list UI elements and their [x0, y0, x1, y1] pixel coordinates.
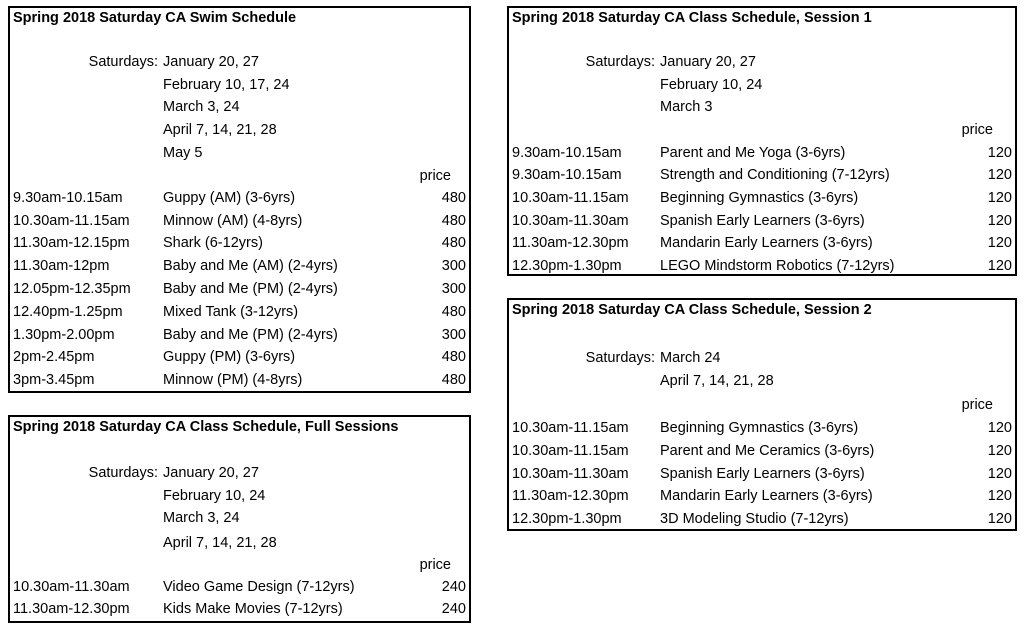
table-row — [10, 258, 469, 280]
swim-saturdays-label: Saturdays: — [88, 54, 158, 70]
row-class: Minnow (PM) (4-8yrs) — [163, 372, 303, 388]
row-price: 120 — [987, 145, 1012, 161]
full-date-line: January 20, 27 — [163, 465, 259, 481]
table-row — [10, 213, 469, 235]
table-row — [10, 235, 469, 257]
row-price: 240 — [441, 579, 466, 595]
row-price: 120 — [987, 235, 1012, 251]
table-row — [10, 281, 469, 303]
table-row — [509, 466, 1015, 488]
row-price: 480 — [441, 190, 466, 206]
row-price: 120 — [987, 466, 1012, 482]
row-class: Guppy (PM) (3-6yrs) — [163, 349, 296, 365]
session1-title: Spring 2018 Saturday CA Class Schedule, Session 1 — [512, 10, 872, 26]
row-time: 10.30am-11.15am — [512, 443, 629, 459]
row-time: 9.30am-10.15am — [13, 190, 123, 206]
row-class: Beginning Gymnastics (3-6yrs) — [660, 420, 859, 436]
row-class: Baby and Me (PM) (2-4yrs) — [163, 281, 338, 297]
row-time: 2pm-2.45pm — [13, 349, 95, 365]
row-time: 11.30am-12.30pm — [512, 235, 629, 251]
row-price: 120 — [987, 488, 1012, 504]
table-row — [509, 443, 1015, 465]
row-price: 480 — [441, 349, 466, 365]
row-price: 480 — [441, 235, 466, 251]
row-class: Baby and Me (PM) (2-4yrs) — [163, 327, 338, 343]
full-date-line: February 10, 24 — [163, 488, 266, 504]
full-date-line: March 3, 24 — [163, 510, 240, 526]
row-class: Video Game Design (7-12yrs) — [163, 579, 355, 595]
swim-date-line: January 20, 27 — [163, 54, 259, 70]
row-class: Shark (6-12yrs) — [163, 235, 263, 251]
row-price: 300 — [441, 281, 466, 297]
row-price: 120 — [987, 190, 1012, 206]
row-price: 120 — [987, 443, 1012, 459]
swim-price-header: price — [419, 168, 451, 184]
row-time: 10.30am-11.30am — [512, 213, 629, 229]
session2-price-header: price — [961, 397, 993, 413]
full-sessions-box — [8, 415, 471, 623]
row-time: 9.30am-10.15am — [512, 167, 622, 183]
row-class: Mixed Tank (3-12yrs) — [163, 304, 299, 320]
row-class: Baby and Me (AM) (2-4yrs) — [163, 258, 338, 274]
table-row — [10, 327, 469, 349]
row-time: 3pm-3.45pm — [13, 372, 95, 388]
row-class: 3D Modeling Studio (7-12yrs) — [660, 511, 849, 527]
row-price: 480 — [441, 304, 466, 320]
session2-box — [507, 298, 1017, 531]
session1-date-line: February 10, 24 — [660, 77, 763, 93]
table-row — [509, 420, 1015, 442]
row-price: 120 — [987, 213, 1012, 229]
table-row — [509, 488, 1015, 510]
row-time: 10.30am-11.15am — [13, 213, 130, 229]
row-price: 480 — [441, 213, 466, 229]
row-time: 1.30pm-2.00pm — [13, 327, 115, 343]
swim-date-line: March 3, 24 — [163, 99, 240, 115]
swim-date-line: May 5 — [163, 145, 203, 161]
session1-date-line: March 3 — [660, 99, 713, 115]
swim-date-line: April 7, 14, 21, 28 — [163, 122, 277, 138]
row-class: Parent and Me Yoga (3-6yrs) — [660, 145, 846, 161]
row-price: 120 — [987, 511, 1012, 527]
row-class: Minnow (AM) (4-8yrs) — [163, 213, 303, 229]
swim-date-line: February 10, 17, 24 — [163, 77, 290, 93]
full-sessions-title: Spring 2018 Saturday CA Class Schedule, Full Sessions — [13, 419, 399, 435]
table-row — [10, 304, 469, 326]
row-time: 12.40pm-1.25pm — [13, 304, 123, 320]
row-price: 120 — [987, 258, 1012, 274]
row-price: 480 — [441, 372, 466, 388]
full-saturdays-label: Saturdays: — [88, 465, 158, 481]
table-row — [509, 145, 1015, 167]
session2-date-line: March 24 — [660, 350, 721, 366]
table-row — [509, 511, 1015, 533]
row-price: 300 — [441, 258, 466, 274]
table-row — [10, 372, 469, 394]
table-row — [10, 601, 469, 623]
row-class: LEGO Mindstorm Robotics (7-12yrs) — [660, 258, 895, 274]
table-row — [10, 190, 469, 212]
row-price: 120 — [987, 167, 1012, 183]
table-row — [10, 579, 469, 601]
row-price: 240 — [441, 601, 466, 617]
session1-box — [507, 6, 1017, 276]
row-time: 11.30am-12.30pm — [13, 601, 130, 617]
session2-saturdays-label: Saturdays: — [585, 350, 655, 366]
table-row — [10, 349, 469, 371]
full-price-header: price — [419, 557, 451, 573]
session1-price-header: price — [961, 122, 993, 138]
row-class: Guppy (AM) (3-6yrs) — [163, 190, 296, 206]
row-class: Beginning Gymnastics (3-6yrs) — [660, 190, 859, 206]
table-row — [509, 190, 1015, 212]
row-class: Spanish Early Learners (3-6yrs) — [660, 213, 865, 229]
row-time: 10.30am-11.15am — [512, 190, 629, 206]
row-time: 10.30am-11.30am — [512, 466, 629, 482]
row-class: Mandarin Early Learners (3-6yrs) — [660, 235, 873, 251]
session1-date-line: January 20, 27 — [660, 54, 756, 70]
session2-title: Spring 2018 Saturday CA Class Schedule, Session 2 — [512, 302, 872, 318]
row-time: 12.05pm-12.35pm — [13, 281, 131, 297]
table-row — [509, 235, 1015, 257]
row-time: 10.30am-11.15am — [512, 420, 629, 436]
swim-schedule-box — [8, 6, 471, 393]
row-class: Strength and Conditioning (7-12yrs) — [660, 167, 890, 183]
full-date-line: April 7, 14, 21, 28 — [163, 535, 277, 551]
table-row — [509, 167, 1015, 189]
table-row — [509, 258, 1015, 280]
row-time: 10.30am-11.30am — [13, 579, 130, 595]
row-class: Mandarin Early Learners (3-6yrs) — [660, 488, 873, 504]
row-price: 120 — [987, 420, 1012, 436]
table-row — [509, 213, 1015, 235]
row-class: Spanish Early Learners (3-6yrs) — [660, 466, 865, 482]
row-time: 12.30pm-1.30pm — [512, 258, 622, 274]
row-class: Kids Make Movies (7-12yrs) — [163, 601, 343, 617]
session2-date-line: April 7, 14, 21, 28 — [660, 373, 774, 389]
row-time: 9.30am-10.15am — [512, 145, 622, 161]
row-class: Parent and Me Ceramics (3-6yrs) — [660, 443, 875, 459]
row-time: 11.30am-12.30pm — [512, 488, 629, 504]
row-time: 11.30am-12.15pm — [13, 235, 130, 251]
session1-saturdays-label: Saturdays: — [585, 54, 655, 70]
swim-schedule-title: Spring 2018 Saturday CA Swim Schedule — [13, 10, 297, 26]
row-time: 12.30pm-1.30pm — [512, 511, 622, 527]
row-price: 300 — [441, 327, 466, 343]
row-time: 11.30am-12pm — [13, 258, 110, 274]
